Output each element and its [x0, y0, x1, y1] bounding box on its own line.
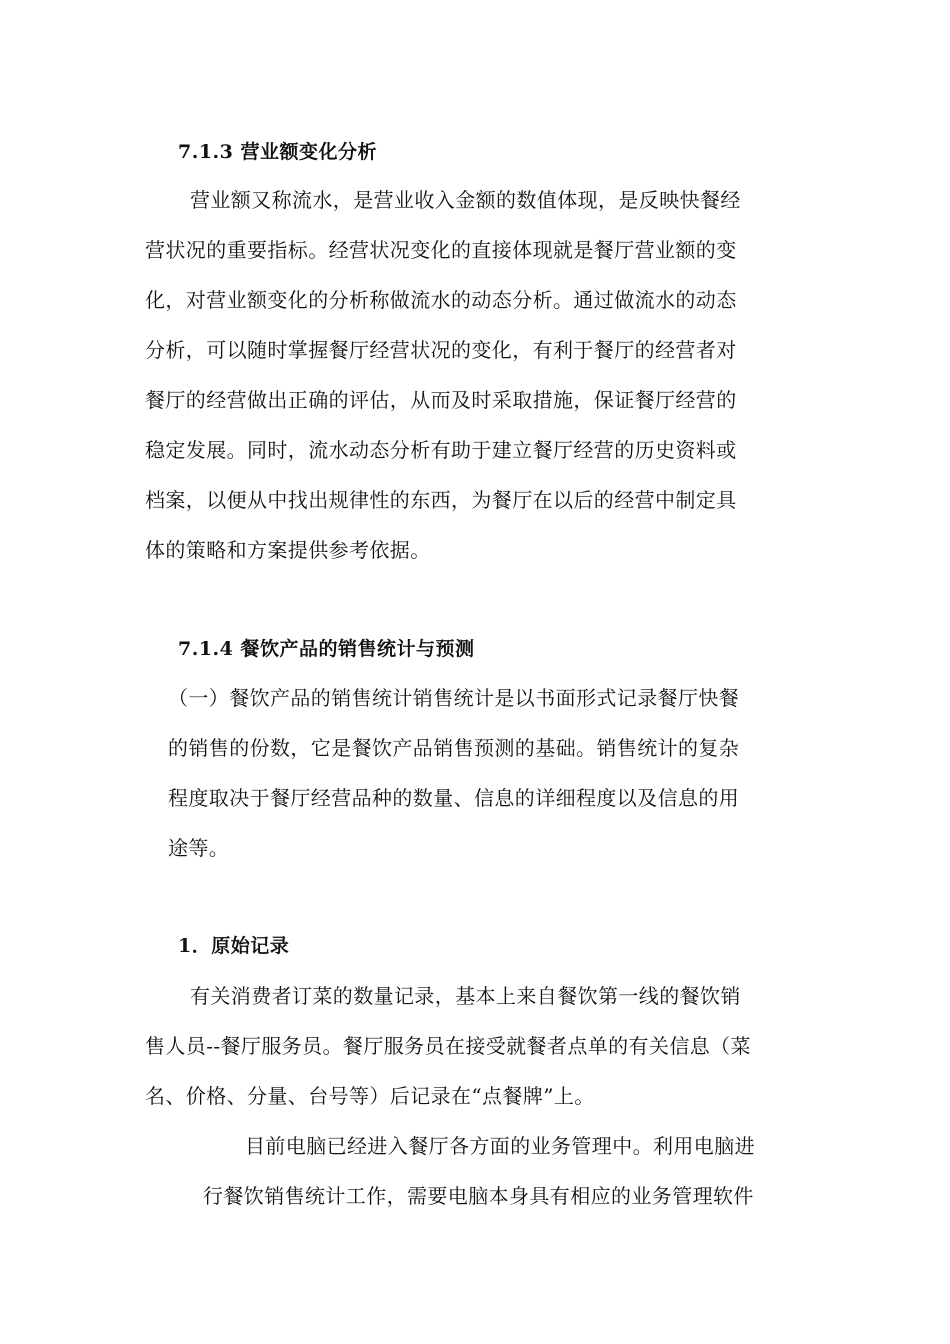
paragraph-line: 档案，以便从中找出规律性的东西，为餐厅在以后的经营中制定具: [145, 488, 737, 512]
paragraph-line: 餐厅的经营做出正确的评估，从而及时采取措施，保证餐厅经营的: [145, 388, 737, 412]
paragraph-line: 化，对营业额变化的分析称做流水的动态分析。通过做流水的动态: [145, 288, 737, 312]
paragraph-line: 有关消费者订菜的数量记录，基本上来自餐饮第一线的餐饮销: [190, 984, 741, 1008]
paragraph-line: 售人员--餐厅服务员。餐厅服务员在接受就餐者点单的有关信息（菜: [145, 1034, 751, 1058]
paragraph-line: 途等。: [168, 836, 230, 860]
paragraph-line: 的销售的份数，它是餐饮产品销售预测的基础。销售统计的复杂: [168, 736, 740, 760]
paragraph-line: 营状况的重要指标。经营状况变化的直接体现就是餐厅营业额的变: [145, 238, 737, 262]
section-heading-7-1-4: 7.1.4 餐饮产品的销售统计与预测: [178, 638, 475, 660]
paragraph-line: 程度取决于餐厅经营品种的数量、信息的详细程度以及信息的用: [168, 786, 740, 810]
paragraph-line: 名、价格、分量、台号等）后记录在“点餐牌”上。: [145, 1084, 595, 1108]
paragraph-line: 行餐饮销售统计工作，需要电脑本身具有相应的业务管理软件: [203, 1184, 754, 1208]
section-heading-7-1-3: 7.1.3 营业额变化分析: [178, 141, 378, 163]
paragraph-line: 分析，可以随时掌握餐厅经营状况的变化，有利于餐厅的经营者对: [145, 338, 737, 362]
paragraph-line: （一）餐饮产品的销售统计销售统计是以书面形式记录餐厅快餐: [168, 686, 740, 710]
paragraph-line: 体的策略和方案提供参考依据。: [145, 538, 431, 562]
section-heading-original-records: 1．原始记录: [178, 935, 290, 957]
paragraph-line: 营业额又称流水，是营业收入金额的数值体现，是反映快餐经: [190, 188, 741, 212]
paragraph-line: 目前电脑已经进入餐厅各方面的业务管理中。利用电脑进: [245, 1134, 755, 1158]
paragraph-line: 稳定发展。同时，流水动态分析有助于建立餐厅经营的历史资料或: [145, 438, 737, 462]
